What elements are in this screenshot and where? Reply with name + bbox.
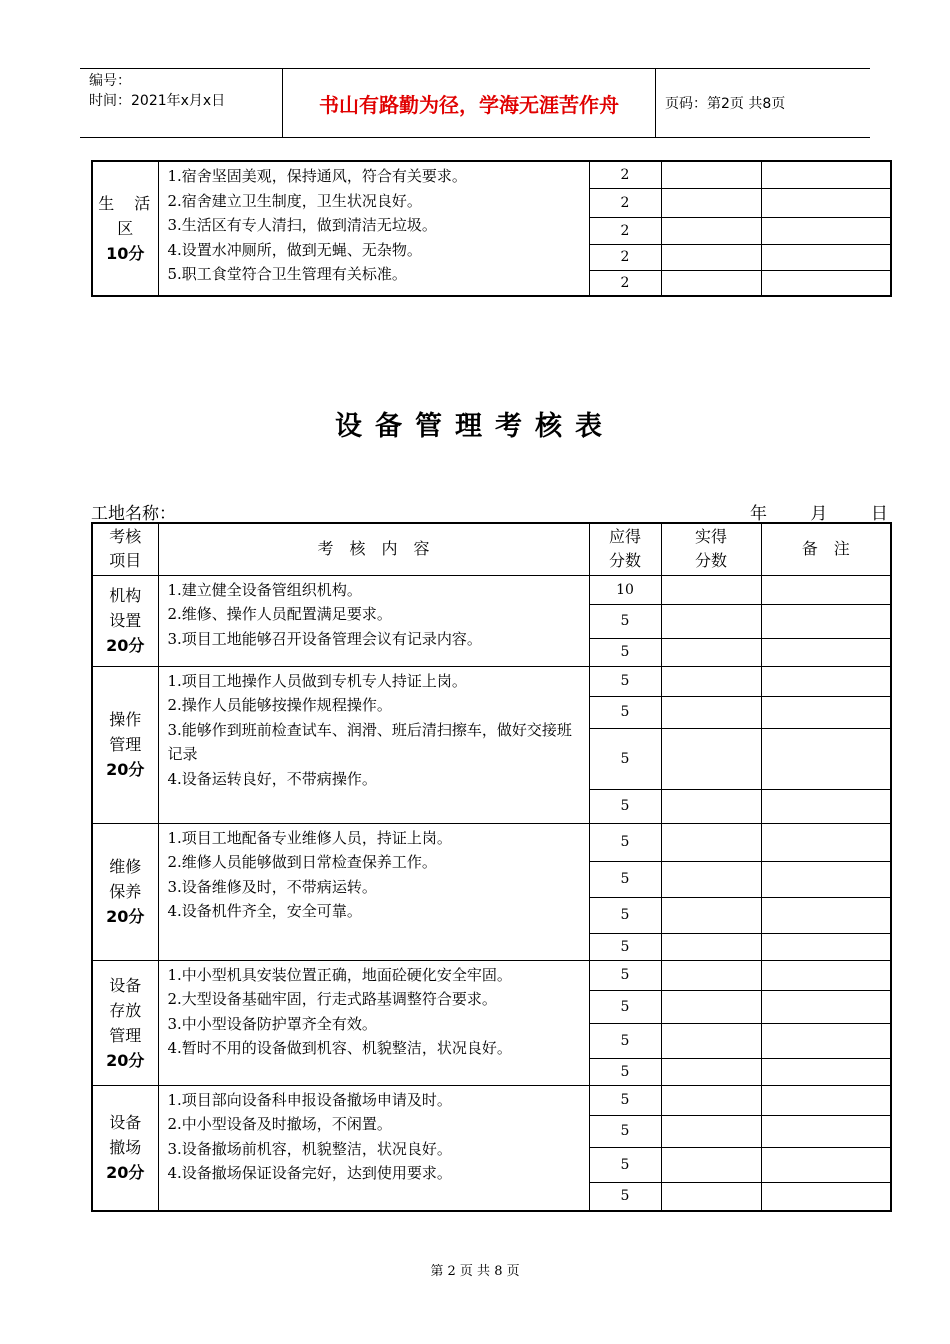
actual-score-cell[interactable]	[661, 161, 761, 188]
actual-score-cell[interactable]	[661, 789, 761, 823]
remarks-cell[interactable]	[761, 575, 891, 604]
remarks-cell[interactable]	[761, 861, 891, 897]
due-score: 5	[589, 1147, 661, 1182]
due-score: 5	[589, 1023, 661, 1058]
remarks-cell[interactable]	[761, 897, 891, 933]
actual-score-cell[interactable]	[661, 1058, 761, 1085]
header-item	[92, 523, 158, 575]
criteria-item: 1.宿舍坚固美观，保持通风，符合有关要求。	[167, 167, 467, 185]
criteria-cell	[158, 960, 589, 1085]
time-label: 时间：2021年x月x日	[89, 93, 226, 109]
header-page-number: 页码：第2页 共8页	[665, 96, 786, 112]
actual-score-cell[interactable]	[661, 188, 761, 217]
due-score: 2	[589, 161, 661, 188]
criteria-item: 3.中小型设备防护罩齐全有效。	[167, 1014, 377, 1033]
due-score: 10	[589, 575, 661, 604]
actual-score-cell[interactable]	[661, 696, 761, 728]
actual-score-cell[interactable]	[661, 666, 761, 696]
actual-score-cell[interactable]	[661, 638, 761, 666]
remarks-cell[interactable]	[761, 728, 891, 789]
criteria-item: 2.维修、操作人员配置满足要求。	[167, 605, 392, 623]
remarks-cell[interactable]	[761, 990, 891, 1023]
criteria-cell	[158, 823, 589, 960]
actual-score-cell[interactable]	[661, 217, 761, 244]
header-item-line: 项目	[109, 551, 142, 571]
equipment-assessment-table	[91, 522, 892, 1212]
actual-score-cell[interactable]	[661, 1147, 761, 1182]
category-cell	[92, 666, 158, 823]
criteria-item: 4.设置水冲厕所，做到无蝇、无杂物。	[167, 240, 422, 259]
criteria-item: 3.项目工地能够召开设备管理会议有记录内容。	[167, 629, 482, 648]
due-score: 5	[589, 638, 661, 666]
actual-score-cell[interactable]	[661, 960, 761, 990]
category-cell	[92, 575, 158, 666]
due-score: 2	[589, 217, 661, 244]
criteria-item: 2.宿舍建立卫生制度，卫生状况良好。	[167, 191, 422, 210]
actual-score-cell[interactable]	[661, 270, 761, 296]
due-score: 5	[589, 696, 661, 728]
header-item-line: 考核	[109, 527, 142, 547]
category-cell	[92, 1085, 158, 1211]
category-cell	[92, 960, 158, 1085]
criteria-item: 2.中小型设备及时撤场，不闲置。	[167, 1115, 392, 1133]
criteria-item: 1.项目部向设备科申报设备撤场申请及时。	[167, 1090, 452, 1109]
due-score: 5	[589, 897, 661, 933]
due-score: 5	[589, 861, 661, 897]
criteria-item: 4.设备机件齐全，安全可靠。	[167, 902, 362, 920]
actual-score-cell[interactable]	[661, 1023, 761, 1058]
category-points: 20分	[106, 1050, 145, 1070]
remarks-cell[interactable]	[761, 1115, 891, 1147]
category-line: 维修	[109, 857, 142, 876]
remarks-cell[interactable]	[761, 789, 891, 823]
remarks-cell[interactable]	[761, 933, 891, 960]
criteria-item: 3.设备维修及时，不带病运转。	[167, 877, 377, 896]
remarks-cell[interactable]	[761, 188, 891, 217]
header-due-line: 分数	[608, 551, 641, 571]
criteria-item: 3.设备撤场前机容，机貌整洁，状况良好。	[167, 1139, 452, 1158]
criteria-item: 4.设备撤场保证设备完好，达到使用要求。	[167, 1164, 452, 1182]
due-score: 5	[589, 1085, 661, 1115]
category-cell	[92, 161, 158, 296]
actual-score-cell[interactable]	[661, 728, 761, 789]
month-label: 月	[810, 504, 828, 524]
page-header	[80, 68, 870, 138]
actual-score-cell[interactable]	[661, 933, 761, 960]
remarks-cell[interactable]	[761, 1147, 891, 1182]
category-line: 设置	[109, 611, 142, 630]
header-actual-line: 分数	[694, 551, 727, 571]
criteria-item: 1.项目工地配备专业维修人员，持证上岗。	[167, 828, 452, 847]
due-score: 5	[589, 604, 661, 638]
table-header-row	[92, 523, 891, 575]
actual-score-cell[interactable]	[661, 604, 761, 638]
living-area-table	[91, 160, 892, 297]
header-content: 考 核 内 容	[158, 523, 589, 575]
site-name-label: 工地名称：	[91, 504, 176, 524]
due-score: 5	[589, 666, 661, 696]
remarks-cell[interactable]	[761, 161, 891, 188]
header-meta	[80, 69, 283, 137]
criteria-cell	[158, 666, 589, 823]
actual-score-cell[interactable]	[661, 244, 761, 270]
actual-score-cell[interactable]	[661, 575, 761, 604]
criteria-item: 5.职工食堂符合卫生管理有关标准。	[167, 265, 407, 283]
due-score: 2	[589, 270, 661, 296]
header-actual	[661, 523, 761, 575]
criteria-item: 2.维修人员能够做到日常检查保养工作。	[167, 853, 437, 871]
category-line: 保养	[109, 882, 142, 901]
category-line: 操作	[109, 710, 142, 729]
criteria-item: 4.设备运转良好，不带病操作。	[167, 769, 377, 788]
criteria-cell	[158, 575, 589, 666]
criteria-item: 2.操作人员能够按操作规程操作。	[167, 696, 392, 714]
category-line: 机构	[109, 586, 142, 605]
category-points: 20分	[106, 1163, 145, 1183]
header-remarks: 备 注	[761, 523, 891, 575]
serial-label: 编号：	[89, 73, 131, 89]
criteria-item: 1.项目工地操作人员做到专机专人持证上岗。	[167, 671, 467, 690]
category-cell	[92, 823, 158, 960]
due-score: 5	[589, 823, 661, 861]
criteria-item: 3.能够作到班前检查试车、润滑、班后清扫擦车，做好交接班记录	[167, 720, 572, 763]
criteria-item: 1.建立健全设备管组织机构。	[167, 580, 362, 599]
remarks-cell[interactable]	[761, 270, 891, 296]
category-line: 区	[117, 219, 134, 238]
criteria-item: 4.暂时不用的设备做到机容、机貌整洁，状况良好。	[167, 1039, 512, 1057]
due-score: 5	[589, 960, 661, 990]
category-line: 设备	[109, 1113, 142, 1133]
actual-score-cell[interactable]	[661, 1085, 761, 1115]
category-points: 10分	[106, 244, 145, 263]
due-score: 2	[589, 244, 661, 270]
day-label: 日	[870, 504, 888, 524]
date-fields	[750, 499, 910, 524]
due-score: 5	[589, 1182, 661, 1211]
category-line: 撤场	[109, 1138, 142, 1158]
remarks-cell[interactable]	[761, 696, 891, 728]
header-due-line: 应得	[608, 527, 641, 547]
remarks-cell[interactable]	[761, 960, 891, 990]
criteria-item: 1.中小型机具安装位置正确，地面砼硬化安全牢固。	[167, 965, 512, 984]
category-line: 存放	[109, 1000, 142, 1020]
due-score: 5	[589, 933, 661, 960]
due-score: 5	[589, 990, 661, 1023]
due-score: 5	[589, 789, 661, 823]
actual-score-cell[interactable]	[661, 1115, 761, 1147]
due-score: 5	[589, 1058, 661, 1085]
category-line: 管理	[109, 735, 142, 754]
actual-score-cell[interactable]	[661, 861, 761, 897]
category-line: 管理	[109, 1025, 142, 1045]
due-score: 5	[589, 1115, 661, 1147]
due-score: 5	[589, 728, 661, 789]
remarks-cell[interactable]	[761, 1085, 891, 1115]
remarks-cell[interactable]	[761, 217, 891, 244]
category-line: 生 活	[98, 194, 153, 213]
page-footer: 第 2 页 共 8 页	[430, 1264, 520, 1279]
criteria-item: 2.大型设备基础牢固，行走式路基调整符合要求。	[167, 990, 497, 1008]
actual-score-cell[interactable]	[661, 823, 761, 861]
remarks-cell[interactable]	[761, 638, 891, 666]
actual-score-cell[interactable]	[661, 1182, 761, 1211]
remarks-cell[interactable]	[761, 1058, 891, 1085]
remarks-cell[interactable]	[761, 666, 891, 696]
category-points: 20分	[106, 636, 145, 655]
header-motto: 书山有路勤为径，学海无涯苦作舟	[283, 69, 656, 137]
actual-score-cell[interactable]	[661, 990, 761, 1023]
category-points: 20分	[106, 907, 145, 926]
remarks-cell[interactable]	[761, 604, 891, 638]
due-score: 2	[589, 188, 661, 217]
year-label: 年	[750, 504, 767, 524]
remarks-cell[interactable]	[761, 823, 891, 861]
remarks-cell[interactable]	[761, 244, 891, 270]
header-due	[589, 523, 661, 575]
remarks-cell[interactable]	[761, 1023, 891, 1058]
criteria-cell	[158, 161, 589, 296]
actual-score-cell[interactable]	[661, 897, 761, 933]
category-points: 20分	[106, 760, 145, 779]
criteria-cell	[158, 1085, 589, 1211]
category-line: 设备	[109, 975, 142, 995]
remarks-cell[interactable]	[761, 1182, 891, 1211]
header-actual-line: 实得	[694, 527, 727, 547]
criteria-item: 3.生活区有专人清扫，做到清洁无垃圾。	[167, 216, 437, 234]
page-title: 设备管理考核表	[335, 411, 615, 442]
